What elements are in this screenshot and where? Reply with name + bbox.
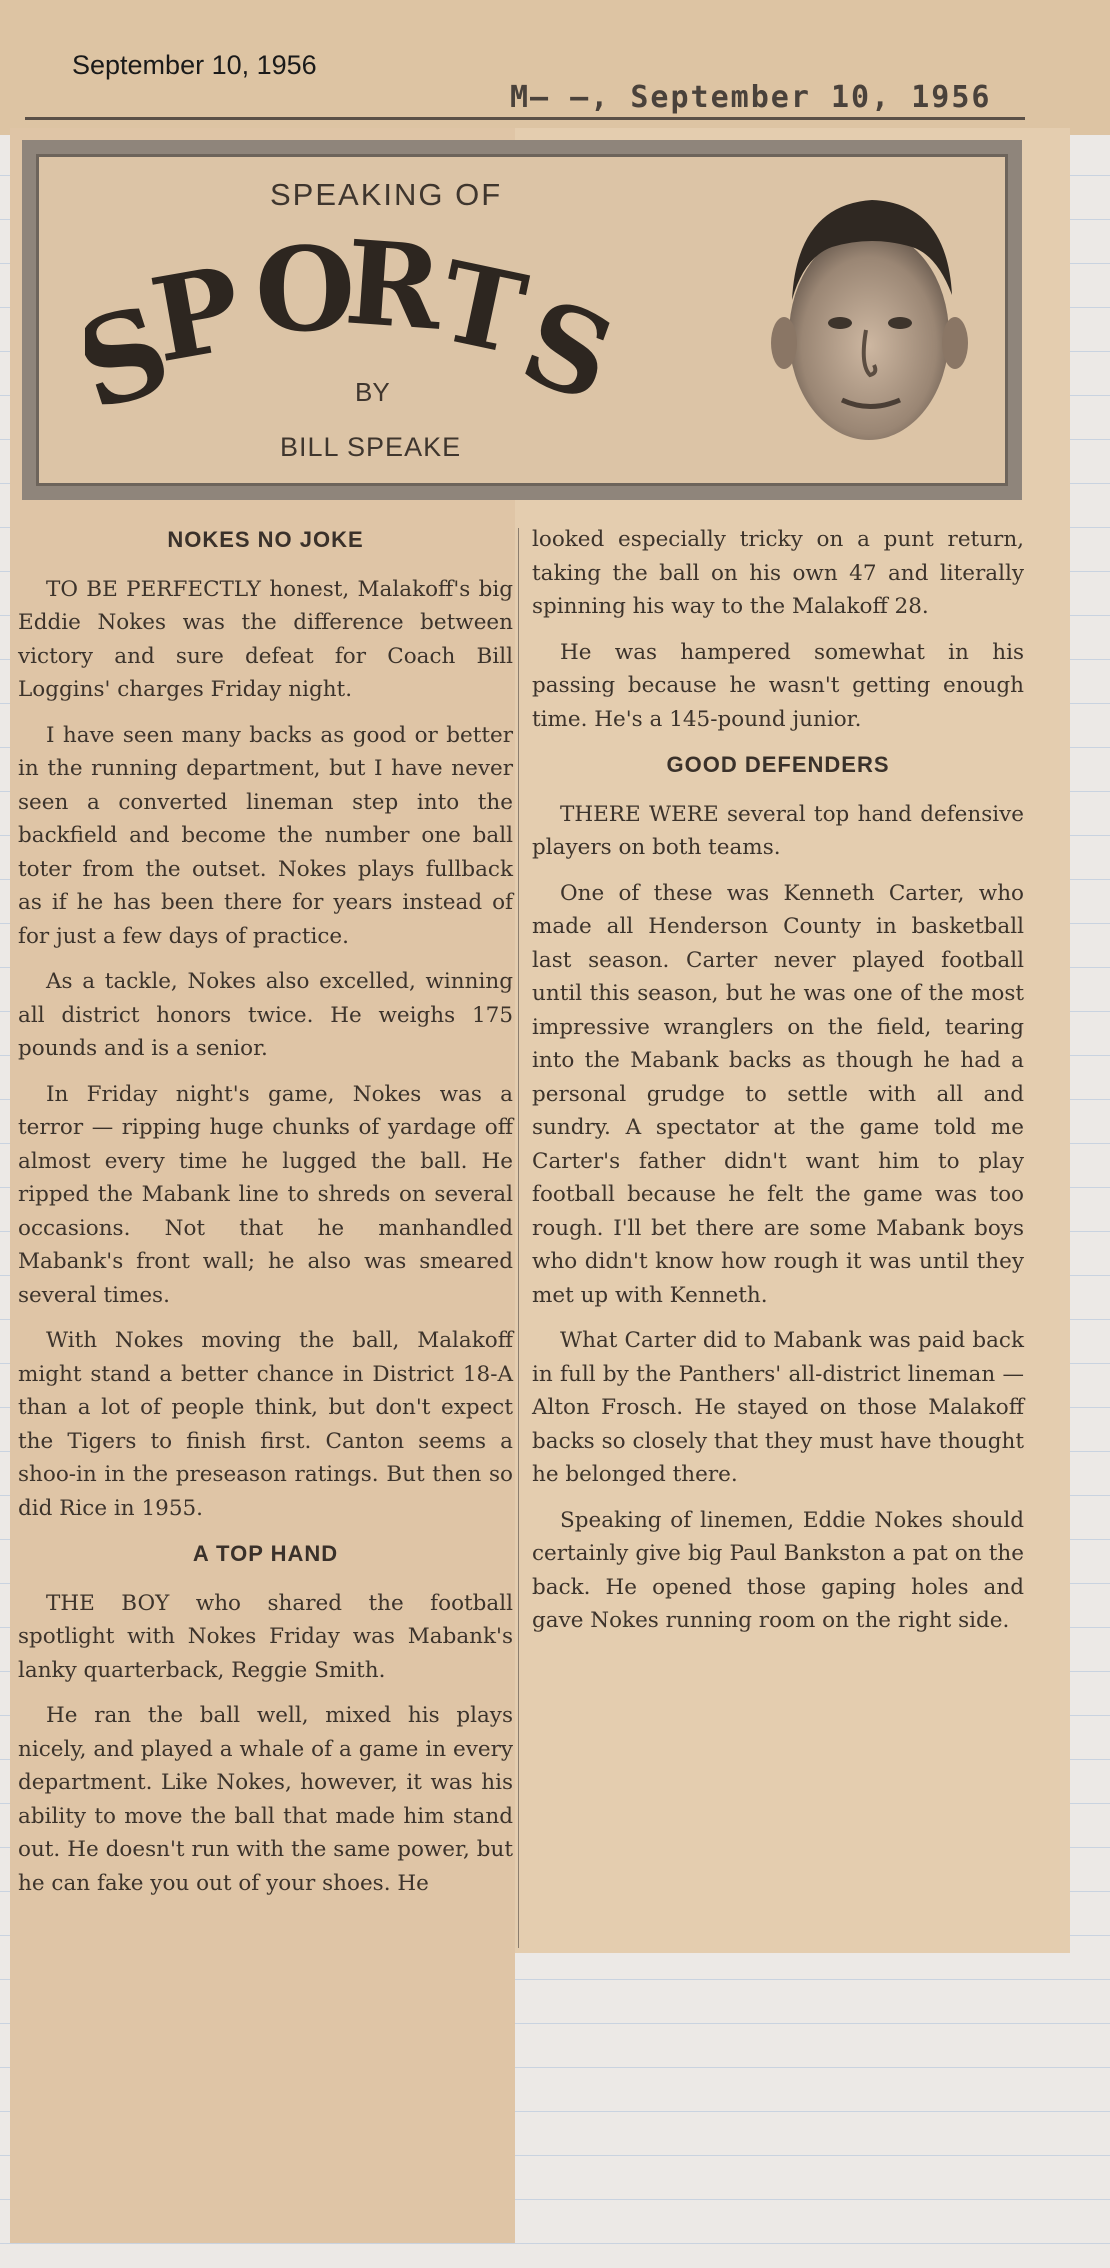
header-byline: BILL SPEAKE [280, 432, 462, 462]
paragraph: What Carter did to Mabank was paid back in full by the Panthers' all-district lineman — Alton Frosch. He stayed on those Malakoff backs so closely that they must have thought he belonged there. [532, 1328, 1024, 1487]
title-letter-1: S [85, 277, 187, 425]
subhead-nokes-no-joke: NOKES NO JOKE [167, 527, 364, 552]
column-divider [518, 528, 519, 1948]
title-letter-5: T [429, 236, 537, 380]
paragraph: In Friday night's game, Nokes was a terror — ripping huge chunks of yardage off almost every time he lugged the ball. He ripped the Mabank line to shreds on several occasions. Not that he manhandled Mabank's front wall; he also was smeared several times. [18, 1081, 513, 1308]
paragraph: One of these was Kenneth Carter, who made all Henderson County in basketball last season. Carter never played football until this season, but he was one of the most impressive wranglers on the field, tearing into the Mabank backs as though he had a personal grudge to settle with all and sundry. A spectator at the game told me Carter's father didn't want him to play football because he felt the game was too rough. I'll bet there are some Mabank boys who didn't know how rough it was until they met up with Kenneth. [532, 880, 1024, 1308]
paragraph: He was hampered somewhat in his passing because he wasn't getting enough time. He's a 145-pound junior. [532, 639, 1024, 732]
header-by-label: BY [355, 377, 390, 407]
paragraph: As a tackle, Nokes also excelled, winning all district honors twice. He weighs 175 pounds and is a senior. [18, 969, 513, 1061]
newspaper-dateline: M— —, September 10, 1956 [510, 80, 992, 115]
paragraph: He ran the ball well, mixed his plays nicely, and played a whale of a game in every department. Like Nokes, however, it was his ability to move the ball that made him stand out. He doesn't run with the same power, but he can fake you out of your shoes. He [18, 1703, 513, 1896]
paragraph: With Nokes moving the ball, Malakoff might stand a better chance in District 18-A than a lot of people think, but don't expect the Tigers to finish first. Canton seems a shoo-in in the preseason ratings. But then so did Rice in 1955. [18, 1328, 513, 1521]
paragraph: looked especially tricky on a punt return, taking the ball on his own 47 and literally spinning his way to the Malakoff 28. [532, 527, 1024, 619]
title-letter-6: S [505, 273, 631, 425]
subhead-a-top-hand: A TOP HAND [192, 1541, 339, 1566]
author-photo [762, 185, 977, 450]
scrapbook-date-label: September 10, 1956 [72, 50, 317, 80]
paragraph: TO BE PERFECTLY honest, Malakoff's big Eddie Nokes was the difference between victory and sure defeat for Coach Bill Loggins' charges Friday night. [18, 576, 513, 702]
title-letter-2: P [142, 241, 251, 390]
article-column-right [532, 523, 1024, 1650]
paragraph: Speaking of linemen, Eddie Nokes should certainly give big Paul Bankston a pat on the back. He opened those gaping holes and gave Nokes running room on the right side. [532, 1507, 1024, 1633]
title-letter-4: R [341, 225, 446, 357]
paragraph: I have seen many backs as good or better in the running department, but I have never seen a converted lineman step into the backfield and become the number one ball toter from the outset. Nokes plays fullback as if he has been there for years instead of for just a few days of practice. [18, 722, 513, 949]
paragraph: THERE WERE several top hand defensive players on both teams. [532, 801, 1024, 860]
header-kicker: SPEAKING OF [270, 177, 503, 212]
article-column-left [18, 523, 513, 1912]
dateline-rule [25, 117, 1025, 120]
paragraph: THE BOY who shared the football spotlight with Nokes Friday was Mabank's lanky quarterback, Reggie Smith. [18, 1590, 513, 1683]
title-letter-3: O [255, 225, 356, 358]
subhead-good-defenders: GOOD DEFENDERS [666, 752, 890, 777]
